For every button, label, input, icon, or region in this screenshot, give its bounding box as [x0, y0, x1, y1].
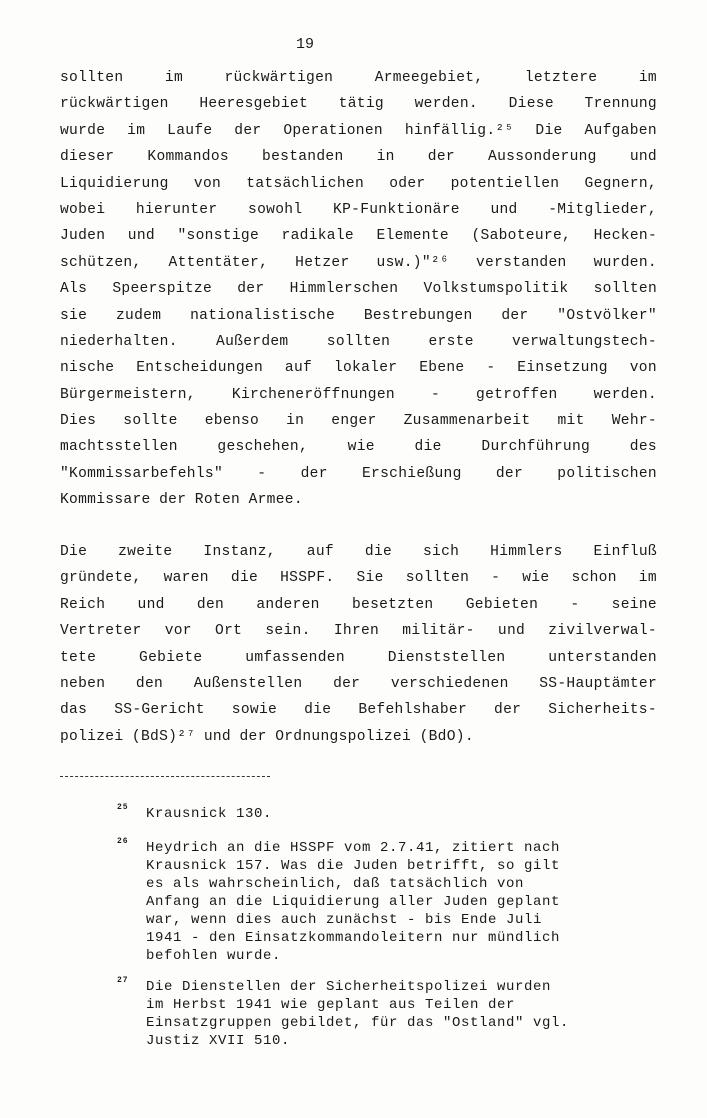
word: die — [230, 570, 259, 587]
text-line — [60, 65, 657, 91]
word: werden. — [414, 96, 478, 113]
word: rückwärtigen — [60, 96, 169, 113]
word: der — [237, 281, 265, 298]
footnote-text — [146, 805, 272, 823]
word: Kommandos — [147, 149, 229, 166]
word: HSSPF. — [280, 570, 335, 587]
word: sollten — [593, 281, 657, 298]
word: und — [629, 149, 657, 166]
word: Kommissare — [60, 492, 151, 509]
word: sollte — [123, 413, 178, 430]
word: getroffen — [476, 386, 558, 403]
word: sein. — [265, 623, 311, 640]
text-line — [60, 539, 657, 565]
word: Liquidierung — [60, 175, 169, 192]
word: Elemente — [376, 228, 449, 245]
word: hierunter — [135, 201, 218, 218]
word: usw.)"²⁶ — [376, 254, 449, 271]
word: wie — [522, 570, 550, 587]
word: sowohl — [248, 201, 303, 218]
word: (BdO). — [419, 728, 474, 745]
word: von — [629, 360, 657, 377]
word: im — [164, 70, 184, 86]
word: sollten — [405, 570, 470, 587]
text-line — [60, 144, 657, 170]
word: sollten — [326, 333, 391, 350]
word: den — [196, 596, 225, 613]
footnote-line: 1941 - den Einsatzkommandoleitern nur mündlich — [146, 930, 561, 946]
word: auf — [306, 544, 334, 560]
word: und — [203, 728, 231, 745]
word: geschehen, — [217, 439, 308, 456]
word: das — [60, 702, 88, 719]
word: wurden. — [593, 254, 657, 271]
word: die — [414, 439, 442, 456]
word: Außerdem — [216, 333, 289, 350]
text-line — [60, 276, 657, 302]
word: verstanden — [476, 254, 567, 271]
word: Operationen — [283, 122, 383, 139]
word: den — [135, 675, 164, 692]
word: "Ostvölker" — [557, 307, 657, 324]
text-line — [60, 461, 657, 487]
word: Attentäter, — [168, 254, 269, 271]
word: verschiedenen — [390, 675, 509, 692]
word: wobei — [60, 201, 106, 218]
word: tatsächlichen — [246, 175, 365, 192]
word: tete — [60, 649, 97, 666]
word: Hetzer — [295, 254, 350, 271]
text-line — [60, 355, 657, 381]
word: sowie — [231, 702, 278, 719]
word: - — [570, 596, 580, 613]
word: Entscheidungen — [136, 360, 264, 377]
footnote-text — [146, 839, 560, 965]
text-line — [60, 223, 657, 249]
word: SS-Gericht — [114, 702, 205, 719]
word: Instanz, — [203, 544, 276, 560]
word: Durchführung — [481, 439, 591, 456]
text-line — [60, 329, 657, 355]
text-line — [60, 91, 657, 117]
word: Heeresgebiet — [199, 96, 309, 113]
word: Bürgermeistern, — [60, 386, 196, 403]
word: Gebiete — [139, 649, 203, 666]
word: in — [376, 149, 395, 166]
word: wie — [347, 439, 375, 456]
word: Himmlerschen — [289, 281, 399, 298]
word: und — [490, 201, 518, 218]
paragraph-1 — [60, 65, 657, 514]
word: zweite — [118, 544, 173, 560]
word: politischen — [557, 465, 657, 482]
word: die — [304, 702, 332, 719]
word: Gegnern, — [584, 175, 657, 192]
word: Kircheneröffnungen — [231, 386, 395, 403]
word: auf — [284, 360, 313, 377]
word: umfassenden — [245, 649, 345, 666]
text-line — [60, 118, 657, 144]
word: rückwärtigen — [224, 70, 334, 86]
word: Ordnungspolizei — [275, 728, 412, 745]
word: Wehr- — [611, 413, 657, 430]
word: militär- — [402, 623, 475, 640]
text-line — [60, 382, 657, 408]
word: in — [286, 413, 305, 430]
word: der — [427, 149, 455, 166]
footnote-line: war, wenn dies auch zunächst - bis Ende Juli — [146, 912, 543, 928]
text-line — [60, 645, 657, 671]
text-line — [60, 197, 657, 223]
word: sollten — [60, 70, 124, 86]
word: polizei — [60, 728, 124, 745]
footnote-line: im Herbst 1941 wie geplant aus Teilen der — [146, 997, 516, 1013]
footnote-line: Heydrich an die HSSPF vom 2.7.41, zitiert nach — [146, 840, 561, 856]
word: SS-Hauptämter — [539, 675, 657, 692]
text-line — [60, 724, 657, 750]
footnote-text — [146, 978, 569, 1050]
word: Außenstellen — [193, 675, 303, 692]
word: der — [494, 702, 522, 719]
word: wurde — [60, 122, 106, 139]
word: Zusammenarbeit — [403, 413, 531, 430]
word: im — [638, 570, 657, 587]
word: Bestrebungen — [363, 307, 473, 324]
word: der — [501, 307, 529, 324]
word: machtsstellen — [60, 439, 178, 456]
word: der — [159, 492, 187, 509]
word: Dienststellen — [387, 649, 506, 666]
word: Reich — [60, 596, 106, 613]
word: Vertreter — [60, 623, 142, 640]
word: neben — [60, 675, 106, 692]
text-line — [60, 592, 657, 618]
word: Einsetzung — [517, 360, 608, 377]
word: Aussonderung — [488, 149, 597, 166]
paragraph-2 — [60, 539, 657, 750]
word: mit — [557, 413, 585, 430]
text-line — [60, 171, 657, 197]
word: dieser — [60, 149, 115, 166]
text-line — [60, 671, 657, 697]
word: waren — [163, 570, 209, 587]
word: radikale — [281, 228, 354, 245]
footnote-line: Krausnick 157. Was die Juden betrifft, so gilt — [146, 858, 561, 874]
word: Befehlshaber — [358, 702, 468, 719]
footnote-marker: 26 — [117, 837, 129, 846]
word: - — [491, 570, 501, 587]
word: hinfällig.²⁵ — [404, 122, 514, 139]
word: niederhalten. — [60, 333, 178, 350]
word: "Kommissarbefehls" — [60, 465, 224, 482]
footnote-line: Justiz XVII 510. — [146, 1033, 291, 1049]
word: sie — [60, 307, 88, 324]
word: Armee. — [248, 492, 303, 509]
footnote-line: Die Dienstellen der Sicherheitspolizei wurden — [146, 979, 552, 995]
word: enger — [331, 413, 377, 430]
word: Gebieten — [465, 596, 539, 613]
word: vor — [164, 623, 192, 640]
word: Ort — [215, 623, 243, 640]
word: tätig — [338, 96, 384, 113]
text-line — [60, 408, 657, 434]
word: schützen, — [60, 254, 142, 271]
page-number: 19 — [295, 36, 314, 53]
word: von — [193, 175, 222, 192]
word: letztere — [524, 70, 598, 86]
word: Ihren — [333, 623, 380, 640]
word: Die — [535, 122, 563, 139]
word: (Saboteure, — [471, 228, 572, 245]
word: Diese — [508, 96, 554, 113]
word: Himmlers — [490, 544, 563, 560]
word: Trennung — [584, 96, 657, 113]
word: anderen — [256, 596, 320, 613]
footnote-line: Einsatzgruppen gebildet, für das "Ostland" vgl. — [146, 1015, 570, 1031]
word: (BdS)²⁷ — [131, 728, 196, 745]
text-line — [60, 697, 657, 723]
word: der — [239, 728, 267, 745]
word: schon — [571, 570, 617, 587]
word: besetzten — [351, 596, 434, 613]
word: Juden — [60, 228, 106, 245]
word: KP-Funktionäre — [333, 201, 460, 218]
word: im — [127, 122, 146, 139]
word: gründete, — [60, 570, 142, 587]
word: und — [137, 596, 165, 613]
word: Als — [60, 281, 88, 298]
footnote-line: befohlen wurde. — [146, 948, 282, 964]
footnote-line: Krausnick 130. — [146, 806, 273, 822]
footnote-line: es als wahrscheinlich, daß tatsächlich von — [146, 876, 525, 892]
word: verwaltungstech- — [512, 333, 657, 350]
word: Sicherheits- — [548, 702, 657, 719]
text-line — [60, 303, 657, 329]
word: werden. — [593, 386, 657, 403]
word: des — [629, 439, 657, 456]
word: der — [495, 465, 524, 482]
word: unterstanden — [548, 649, 657, 666]
word: zudem — [115, 307, 162, 324]
word: im — [638, 70, 657, 86]
word: ebenso — [204, 413, 260, 430]
word: die — [364, 544, 393, 560]
text-line — [60, 618, 657, 644]
word: Einfluß — [593, 544, 657, 560]
word: Armeegebiet, — [374, 70, 484, 86]
word: nische — [60, 360, 115, 377]
word: zivilverwal- — [548, 623, 657, 640]
word: Laufe — [167, 122, 213, 139]
footnote-separator — [60, 776, 270, 777]
word: Aufgaben — [584, 122, 657, 139]
word: oder — [389, 175, 426, 192]
word: "sonstige — [177, 228, 260, 245]
text-line — [60, 487, 657, 513]
word: - — [486, 360, 496, 377]
footnote-marker: 25 — [117, 803, 129, 812]
word: erste — [428, 333, 474, 350]
word: Dies — [60, 413, 97, 430]
word: seine — [611, 596, 657, 613]
text-line — [60, 565, 657, 591]
word: Roten — [194, 492, 241, 509]
word: - — [257, 465, 267, 482]
footnote-line: Anfang an die Liquidierung aller Juden geplant — [146, 894, 561, 910]
word: der — [234, 122, 262, 139]
word: Ebene — [419, 360, 465, 377]
word: Die — [60, 544, 88, 560]
word: Speerspitze — [112, 281, 213, 298]
word: -Mitglieder, — [548, 201, 657, 218]
word: bestanden — [262, 149, 344, 166]
word: Erschießung — [362, 465, 462, 482]
word: potentiellen — [450, 175, 560, 192]
word: und — [127, 228, 155, 245]
word: Sie — [356, 570, 384, 587]
word: der — [300, 465, 328, 482]
word: lokaler — [333, 360, 398, 377]
text-line — [60, 434, 657, 460]
word: - — [430, 386, 441, 403]
word: sich — [423, 544, 460, 560]
word: nationalistische — [190, 307, 336, 324]
word: Hecken- — [593, 228, 657, 245]
word: und — [497, 623, 526, 640]
text-line — [60, 250, 657, 276]
footnote-marker: 27 — [117, 976, 129, 985]
word: der — [333, 675, 361, 692]
word: Volkstumspolitik — [423, 281, 569, 298]
